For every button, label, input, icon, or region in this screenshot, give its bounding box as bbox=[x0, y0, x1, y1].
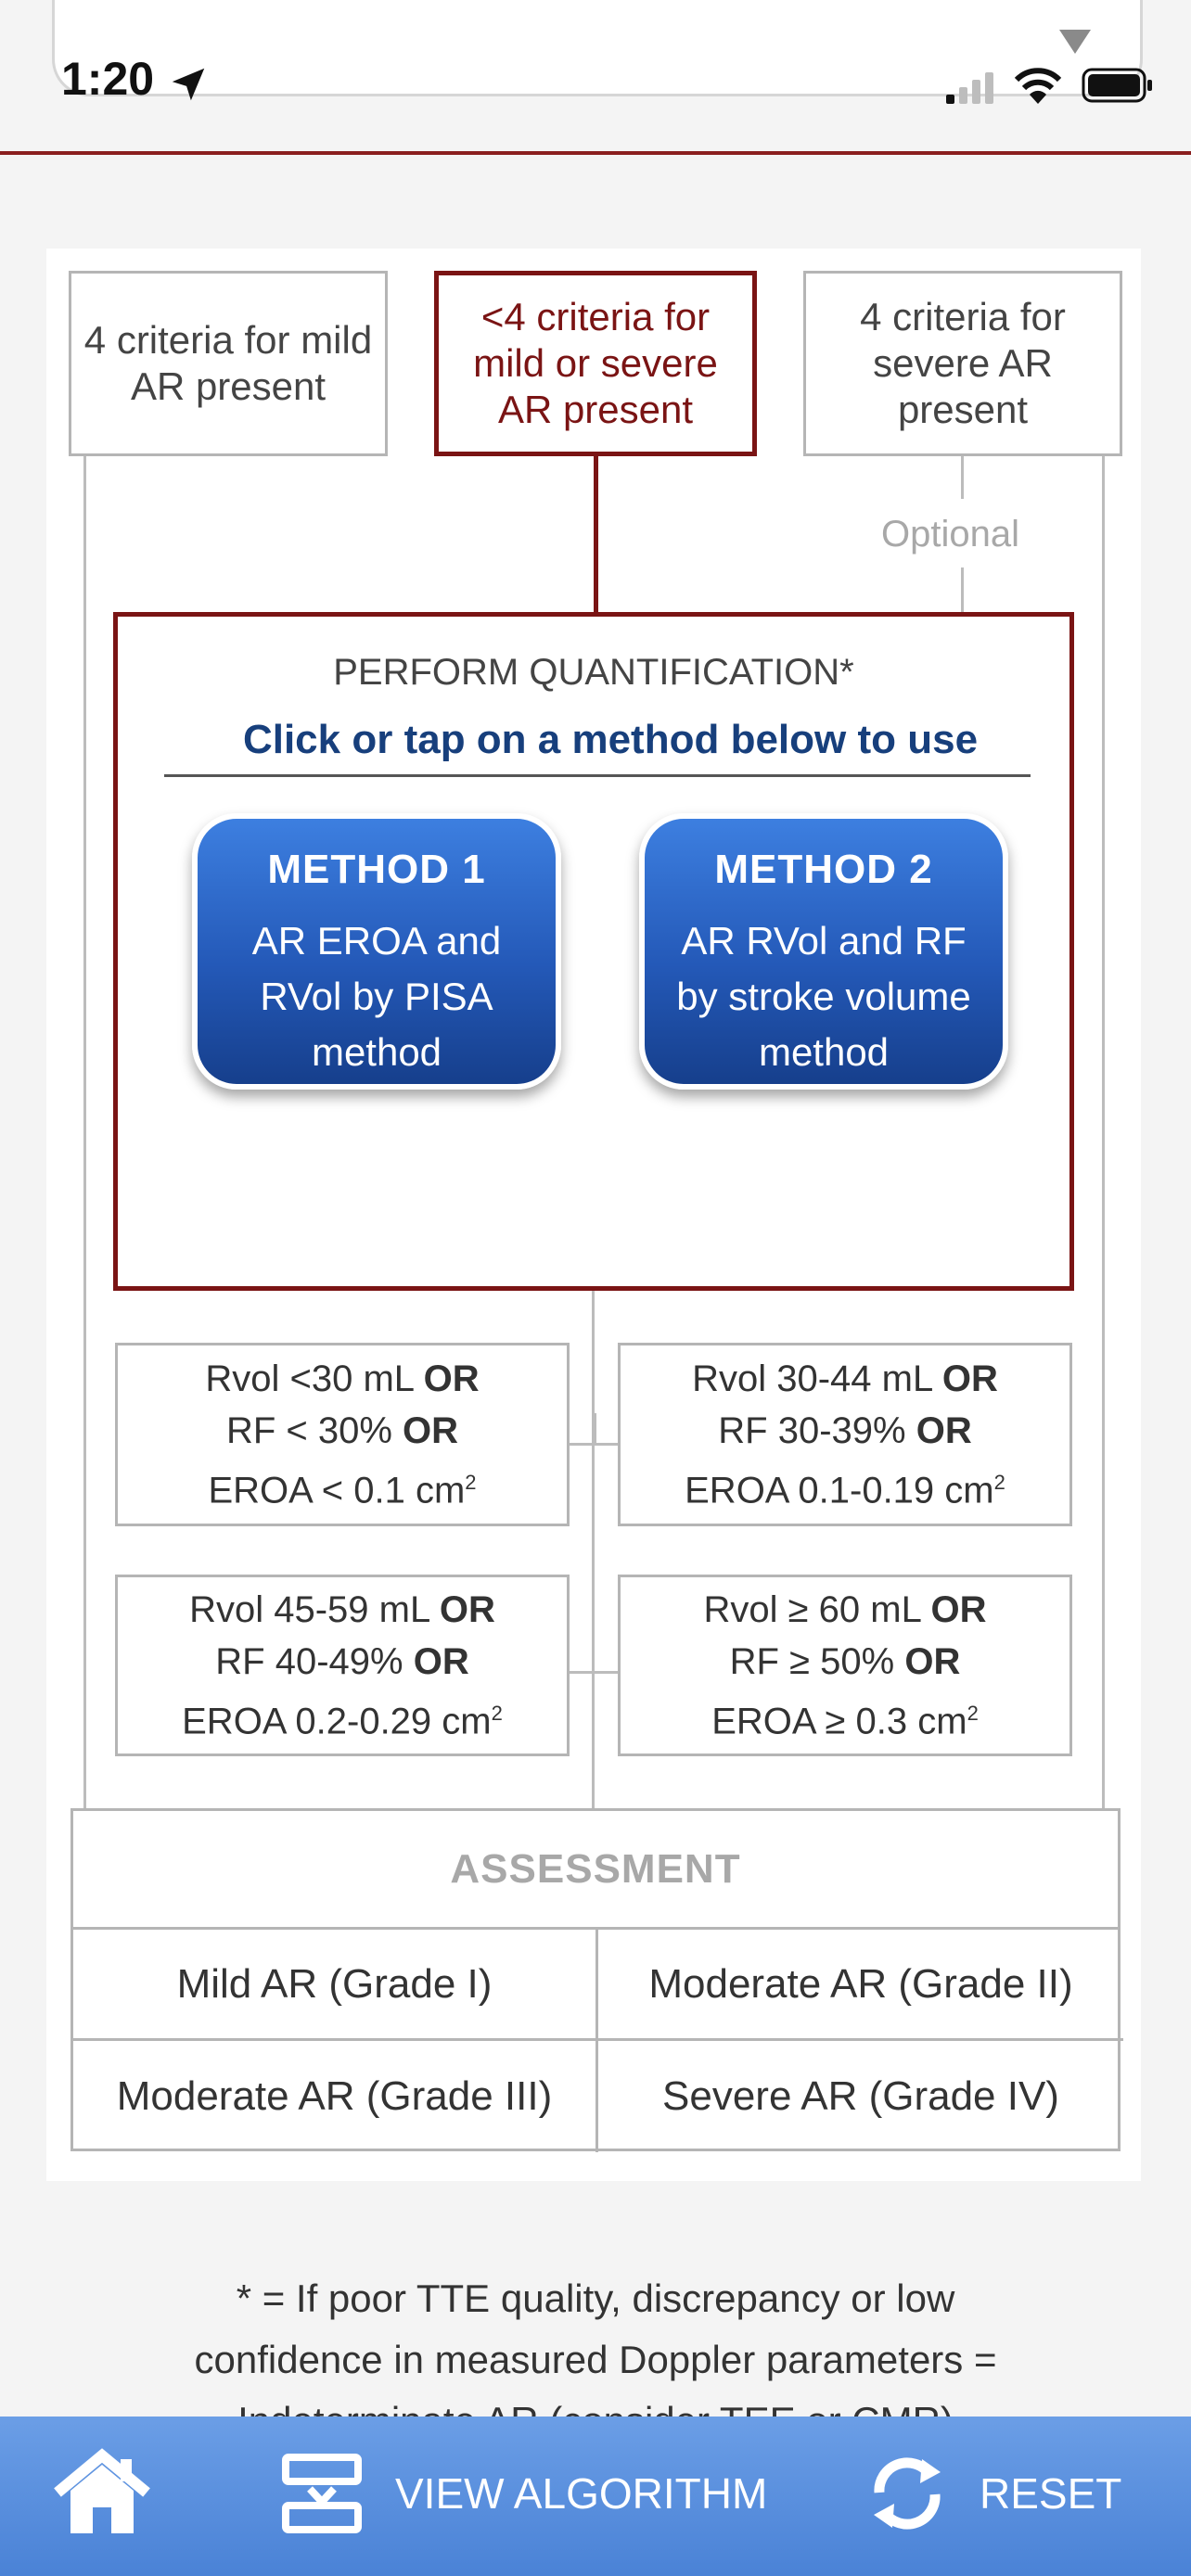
optional-connector-top bbox=[961, 456, 964, 499]
reset-button[interactable] bbox=[868, 2452, 1121, 2535]
method-1-description: AR EROA and RVol by PISA method bbox=[251, 919, 502, 1074]
left-connector-line bbox=[83, 456, 86, 1808]
or-label: OR bbox=[439, 1588, 495, 1630]
result-mod1-eroa: EROA 0.1-0.19 cm bbox=[685, 1470, 994, 1511]
center-connector-line bbox=[592, 1291, 595, 1808]
unit-exponent: 2 bbox=[967, 1701, 979, 1725]
method-2-description: AR RVol and RF by stroke volume method bbox=[676, 919, 971, 1074]
or-label: OR bbox=[941, 1358, 998, 1399]
or-label: OR bbox=[916, 1409, 972, 1451]
quantification-divider bbox=[164, 774, 1031, 777]
criteria-severe-box bbox=[803, 271, 1122, 456]
criteria-mild-box bbox=[69, 271, 388, 456]
method-2-button[interactable] bbox=[639, 813, 1008, 1090]
result-severe-rf: RF ≥ 50% bbox=[729, 1640, 895, 1682]
or-label: OR bbox=[904, 1640, 961, 1682]
location-arrow-icon bbox=[167, 63, 210, 106]
status-time: 1:20 bbox=[61, 53, 155, 105]
row1-connector bbox=[570, 1443, 618, 1446]
result-mod2-eroa: EROA 0.2-0.29 cm bbox=[182, 1701, 492, 1742]
result-severe-eroa: EROA ≥ 0.3 cm bbox=[711, 1701, 967, 1742]
row1-branch bbox=[594, 1413, 596, 1443]
criteria-mild-label: 4 criteria for mild AR present bbox=[83, 318, 373, 408]
result-mod1-rf: RF 30-39% bbox=[718, 1409, 906, 1451]
or-label: OR bbox=[930, 1588, 987, 1630]
unit-exponent: 2 bbox=[491, 1701, 503, 1725]
refresh-icon bbox=[868, 2452, 946, 2535]
wifi-icon bbox=[1013, 65, 1063, 106]
quantification-instruction: Click or tap on a method below to use bbox=[242, 717, 979, 762]
or-label: OR bbox=[413, 1640, 469, 1682]
optional-label: Optional bbox=[881, 514, 1019, 555]
row2-connector bbox=[570, 1671, 618, 1674]
result-mild-eroa: EROA < 0.1 cm bbox=[208, 1470, 466, 1511]
battery-icon bbox=[1082, 67, 1156, 104]
method-2-title: METHOD 2 bbox=[714, 847, 933, 892]
reset-label: RESET bbox=[980, 2469, 1122, 2518]
grade-moderate-2-cell: Moderate AR (Grade II) bbox=[598, 1930, 1123, 2041]
view-algorithm-label: VIEW ALGORITHM bbox=[395, 2469, 768, 2518]
mid-connector-line bbox=[594, 456, 598, 614]
or-label: OR bbox=[423, 1358, 480, 1399]
criteria-severe-label: 4 criteria for severe AR present bbox=[860, 295, 1066, 431]
cellular-signal-icon bbox=[944, 69, 1002, 106]
result-mild-rvol: Rvol <30 mL bbox=[205, 1358, 414, 1399]
footnote-line-1: * = If poor TTE quality, discrepancy or low bbox=[236, 2276, 955, 2320]
method-1-title: METHOD 1 bbox=[267, 847, 486, 892]
footnote-line-2: confidence in measured Doppler parameters = bbox=[194, 2338, 997, 2381]
home-icon bbox=[52, 2448, 152, 2537]
criteria-mid-box bbox=[434, 271, 757, 456]
right-connector-line bbox=[1102, 456, 1105, 1808]
bottom-nav-bar bbox=[0, 2417, 1191, 2576]
assessment-header: ASSESSMENT bbox=[73, 1811, 1118, 1930]
quantification-title: PERFORM QUANTIFICATION* bbox=[333, 652, 854, 693]
unit-exponent: 2 bbox=[993, 1470, 1005, 1494]
or-label: OR bbox=[403, 1409, 459, 1451]
unit-exponent: 2 bbox=[465, 1470, 477, 1494]
result-moderate-2-box bbox=[115, 1575, 570, 1756]
result-mod2-rvol: Rvol 45-59 mL bbox=[189, 1588, 429, 1630]
result-mod2-rf: RF 40-49% bbox=[215, 1640, 403, 1682]
view-algorithm-button[interactable] bbox=[282, 2454, 767, 2533]
optional-connector-bottom bbox=[961, 567, 964, 612]
result-moderate-1-box bbox=[618, 1343, 1072, 1526]
algorithm-list-icon bbox=[282, 2454, 362, 2533]
result-mild-rf: RF < 30% bbox=[225, 1409, 392, 1451]
result-severe-box bbox=[618, 1575, 1072, 1756]
result-mod1-rvol: Rvol 30-44 mL bbox=[692, 1358, 932, 1399]
result-severe-rvol: Rvol ≥ 60 mL bbox=[703, 1588, 921, 1630]
method-1-button[interactable] bbox=[192, 813, 561, 1090]
home-button[interactable] bbox=[52, 2448, 152, 2537]
assessment-table bbox=[70, 1808, 1121, 2151]
header-divider bbox=[0, 151, 1191, 155]
quantification-box bbox=[113, 612, 1074, 1291]
result-mild-box bbox=[115, 1343, 570, 1526]
criteria-mid-label: <4 criteria for mild or severe AR present bbox=[473, 295, 718, 431]
grade-severe-cell: Severe AR (Grade IV) bbox=[662, 2073, 1059, 2119]
grade-mild-cell: Mild AR (Grade I) bbox=[73, 1930, 598, 2041]
dropdown-triangle-icon bbox=[1057, 28, 1093, 56]
grade-moderate-3-cell: Moderate AR (Grade III) bbox=[73, 2041, 598, 2152]
